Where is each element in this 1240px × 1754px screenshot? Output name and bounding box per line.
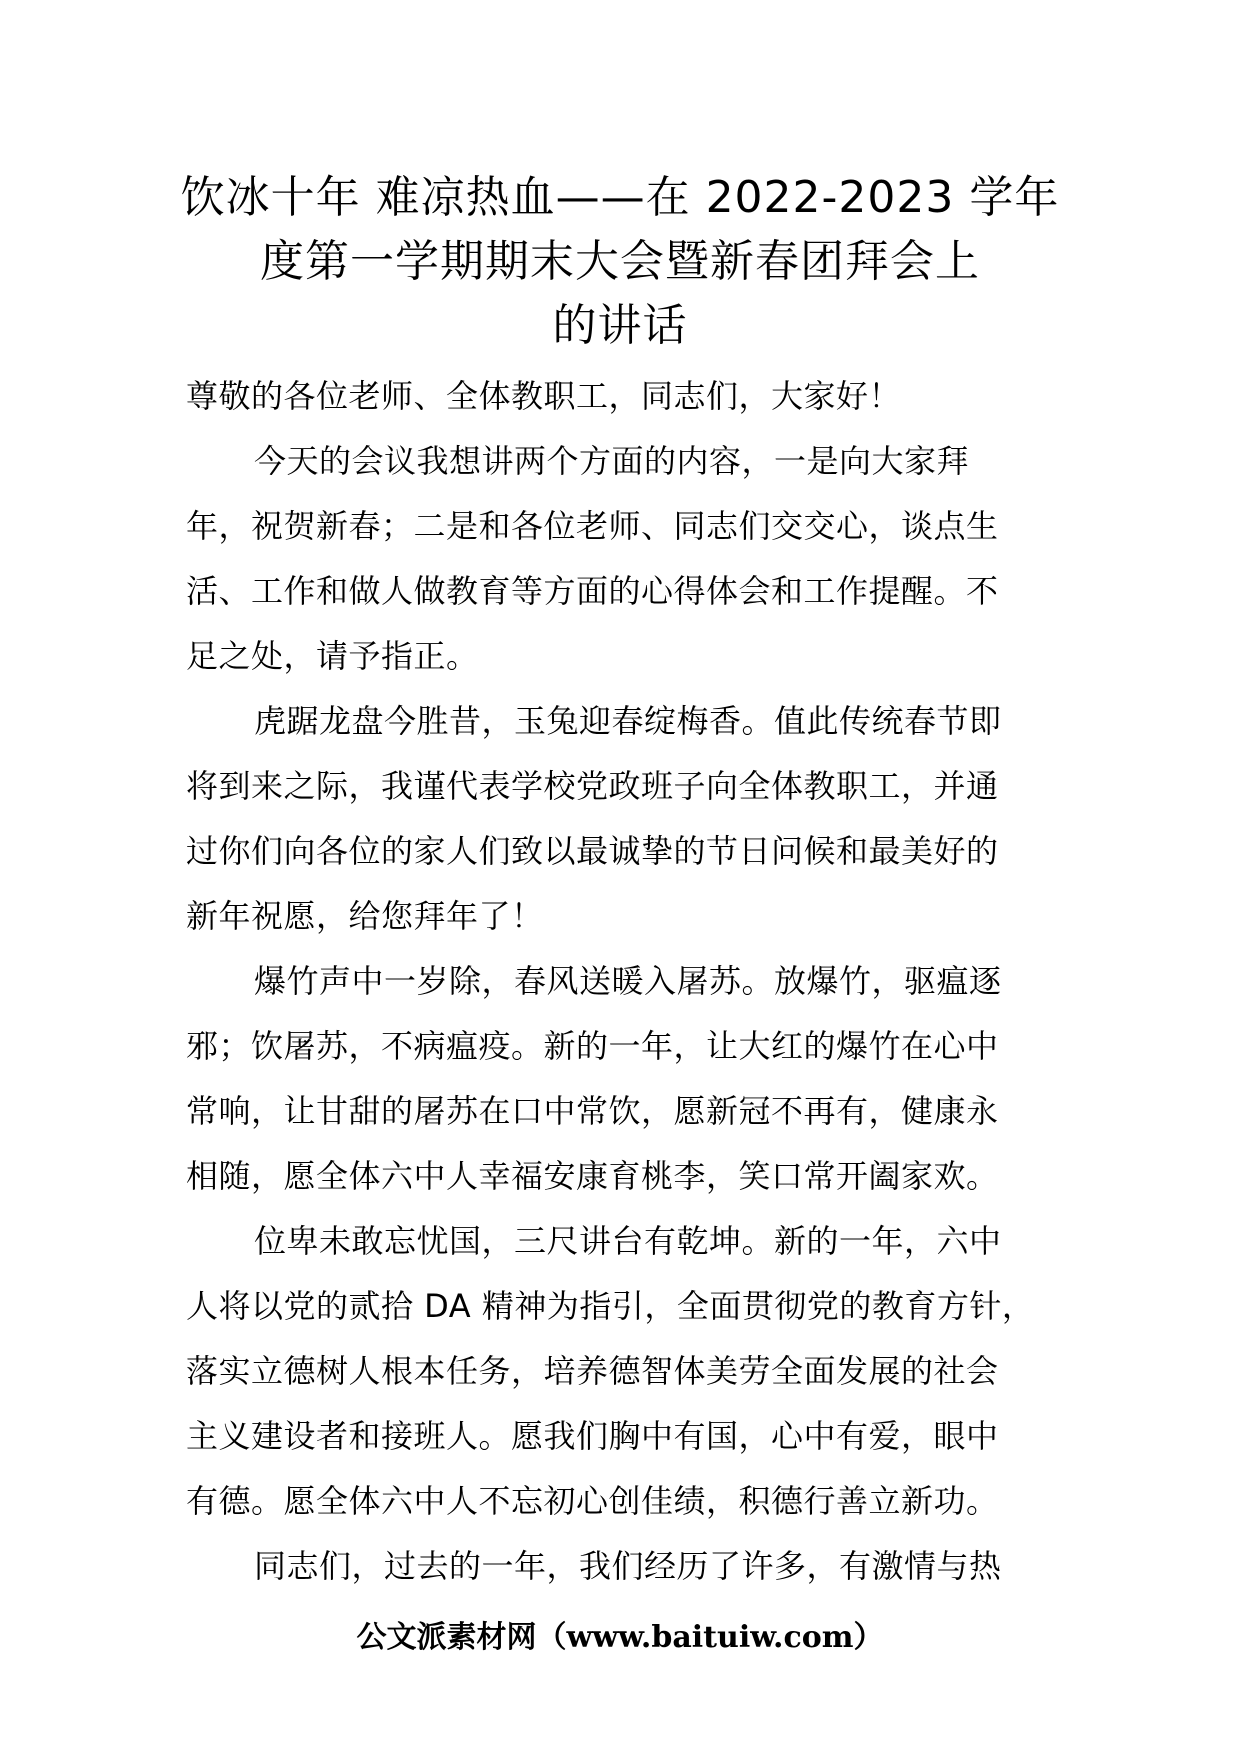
paragraph-line: 足之处，请予指正。 (186, 637, 479, 675)
document-body (186, 364, 1056, 1599)
paragraph-line: 有德。愿全体六中人不忘初心创佳绩，积德行善立新功。 (186, 1482, 999, 1520)
paragraph-line: 同志们，过去的一年，我们经历了许多，有激情与热 (254, 1547, 1002, 1585)
title-line: 的讲话 (552, 300, 688, 351)
paragraph-line: 位卑未敢忘忧国，三尺讲台有乾坤。新的一年，六中 (254, 1222, 1002, 1260)
paragraph-line: 今天的会议我想讲两个方面的内容，一是向大家拜 (254, 442, 970, 480)
title-line: 度第一学期期末大会暨新春团拜会上 (260, 236, 980, 287)
paragraph-line: 虎踞龙盘今胜昔，玉兔迎春绽梅香。值此传统春节即 (254, 702, 1002, 740)
paragraph-line: 爆竹声中一岁除，春风送暖入屠苏。放爆竹，驱瘟逐 (254, 962, 1002, 1000)
paragraph-line: 将到来之际，我谨代表学校党政班子向全体教职工，并通 (186, 767, 999, 805)
paragraph-line: 主义建设者和接班人。愿我们胸中有国，心中有爱，眼中 (186, 1417, 999, 1455)
paragraph-line: 新年祝愿，给您拜年了！ (186, 897, 544, 935)
title-line: 饮冰十年 难凉热血——在 2022-2023 学年 (180, 172, 1060, 223)
paragraph-line: 邪；饮屠苏，不病瘟疫。新的一年，让大红的爆竹在心中 (186, 1027, 999, 1065)
paragraph-line: 活、工作和做人做教育等方面的心得体会和工作提醒。不 (186, 572, 999, 610)
paragraph-line: 落实立德树人根本任务，培养德智体美劳全面发展的社会 (186, 1352, 999, 1390)
paragraph-line: 相随，愿全体六中人幸福安康育桃李，笑口常开阖家欢。 (186, 1157, 999, 1195)
paragraph-line: 常响，让甘甜的屠苏在口中常饮，愿新冠不再有，健康永 (186, 1092, 999, 1130)
paragraph-line: 年，祝贺新春；二是和各位老师、同志们交交心，谈点生 (186, 507, 999, 545)
paragraph-line: 人将以党的贰拾 DA 精神为指引，全面贯彻党的教育方针， (186, 1287, 1035, 1325)
paragraph-line: 过你们向各位的家人们致以最诚挚的节日问候和最美好的 (186, 832, 999, 870)
salutation-line: 尊敬的各位老师、全体教职工，同志们，大家好！ (186, 377, 902, 415)
footer-watermark: 公文派素材网（www.baituiw.com） (356, 1620, 884, 1655)
document-title (180, 166, 1060, 358)
